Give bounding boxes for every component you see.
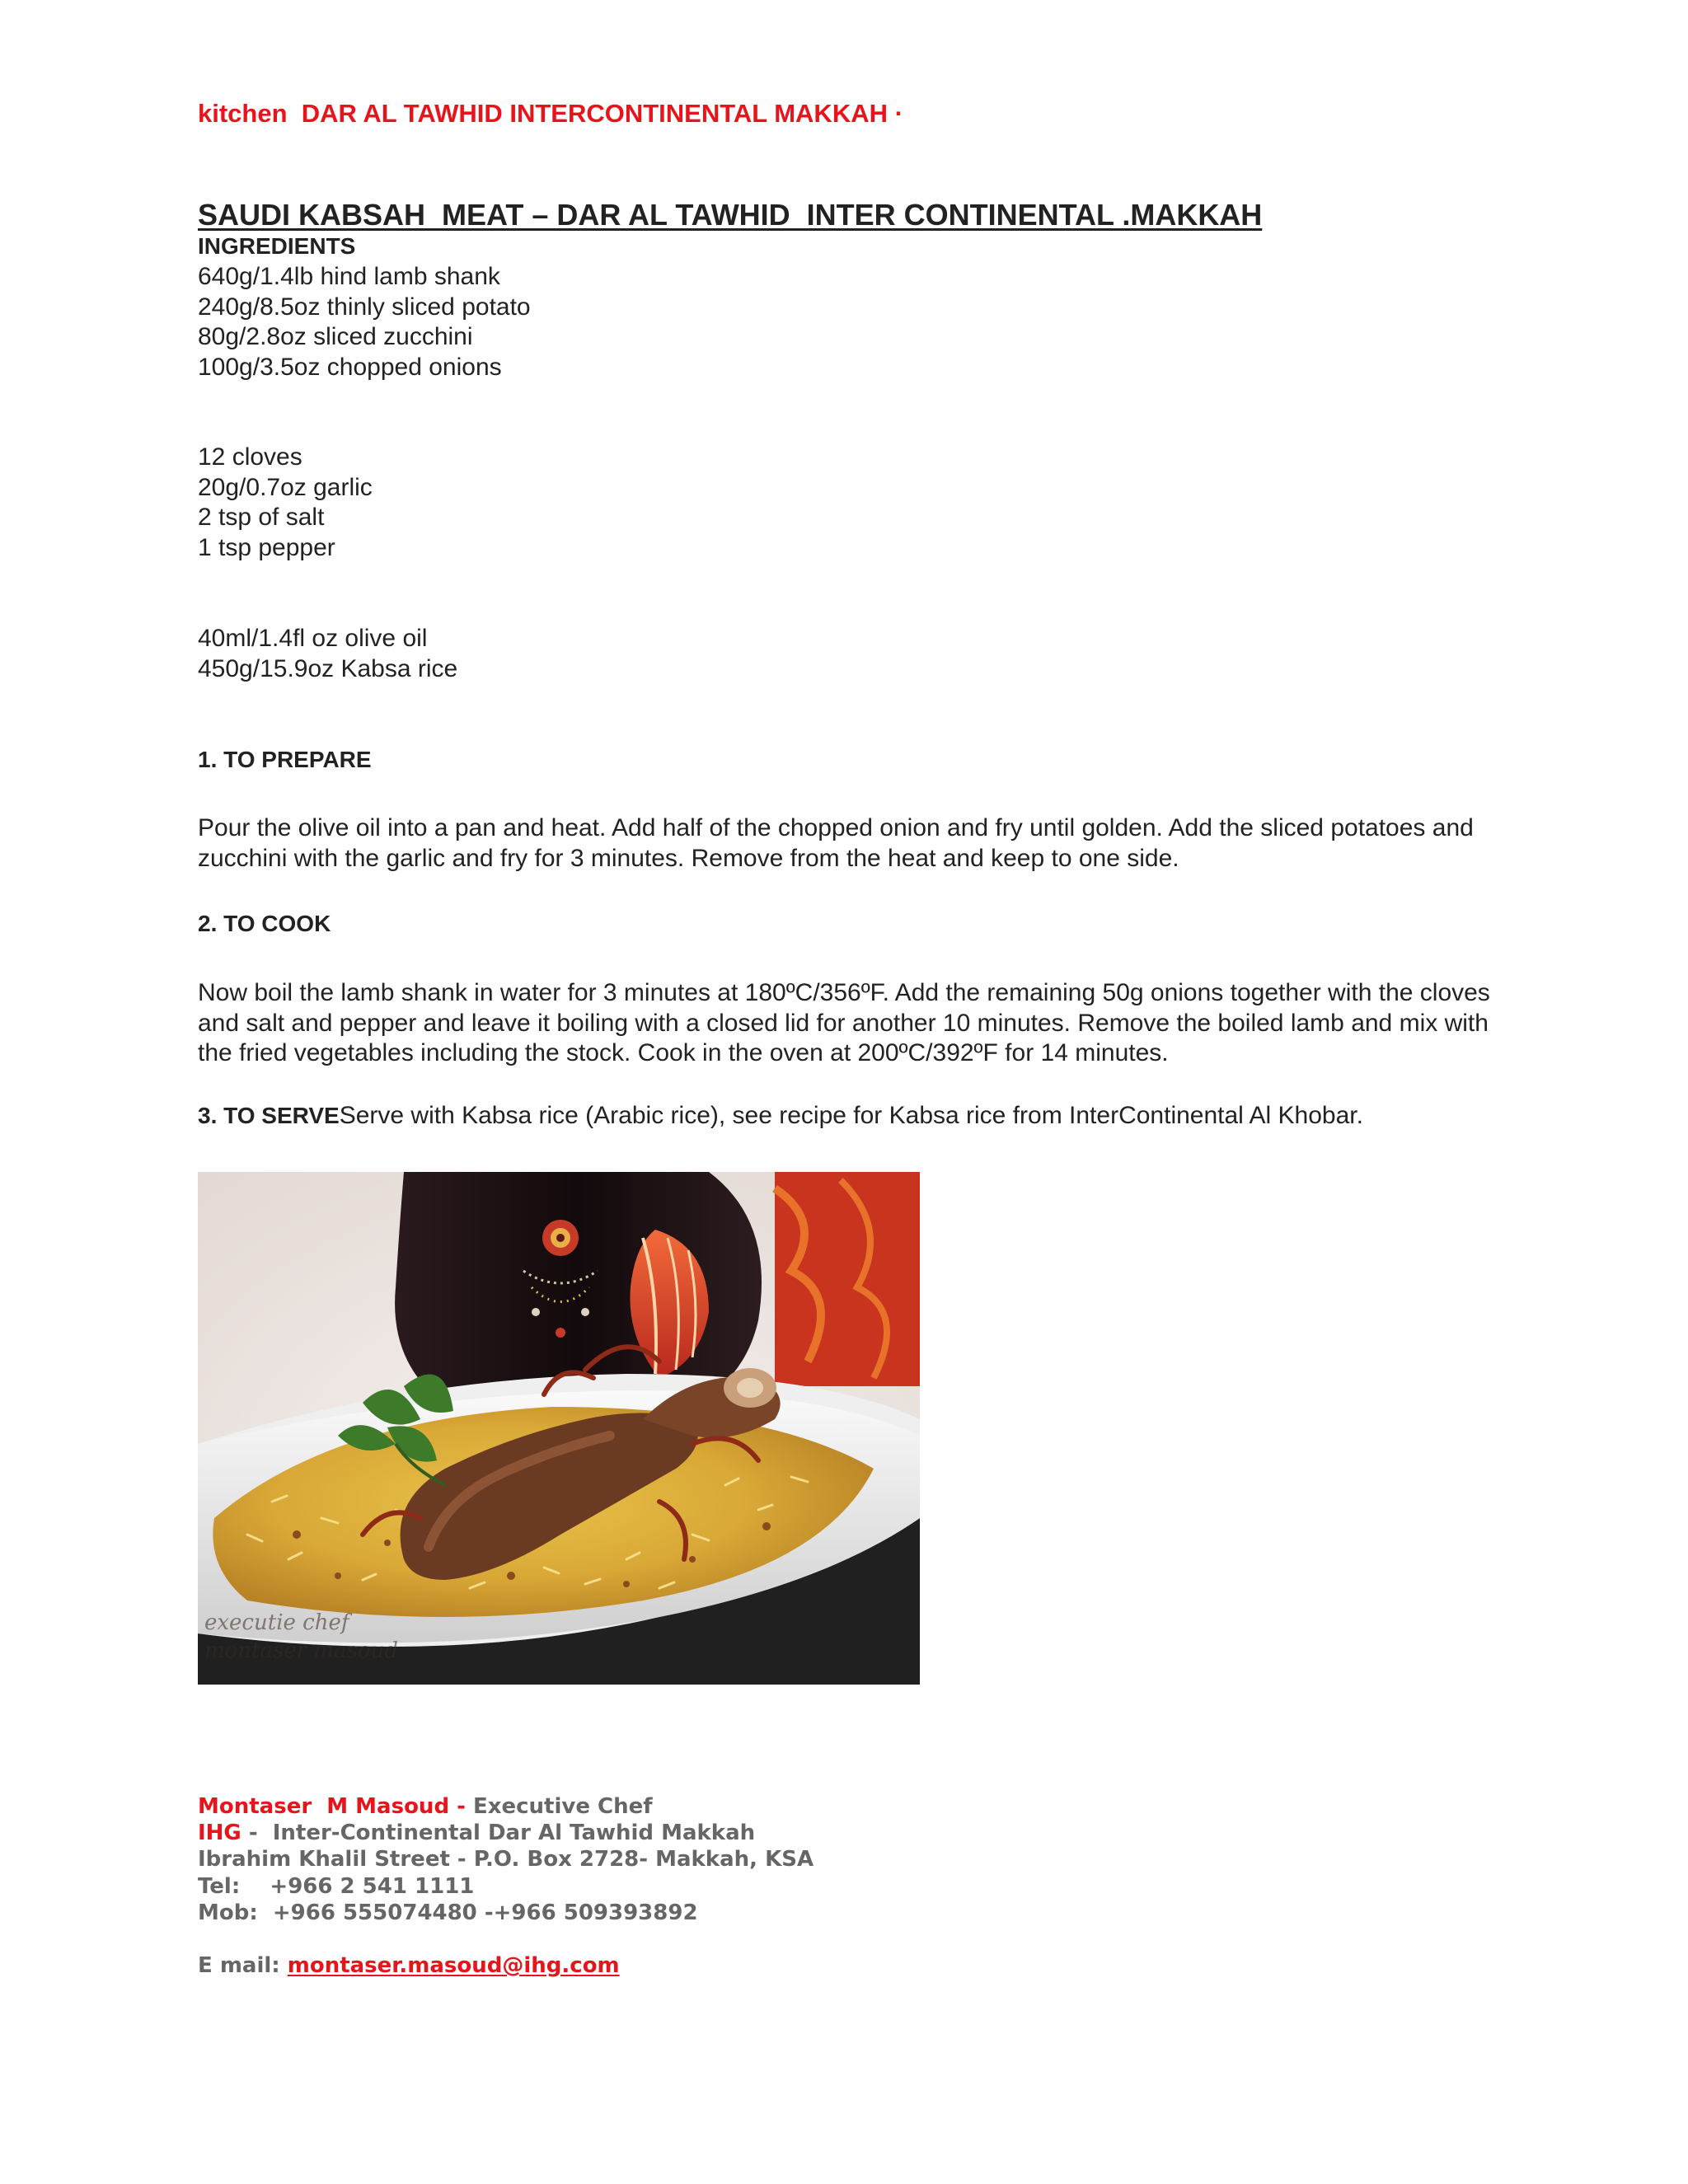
serve-heading: 3. TO SERVE — [198, 1103, 340, 1128]
serve-line — [198, 1102, 1363, 1130]
prepare-heading: 1. TO PREPARE — [198, 747, 372, 772]
mob-row: Mob: +966 555074480 -+966 509393892 — [198, 1900, 698, 1925]
kitchen-header: kitchen DAR AL TAWHID INTERCONTINENTAL MAKKAH · — [198, 99, 903, 128]
tel-row: Tel: +966 2 541 1111 — [198, 1873, 475, 1899]
ingredient-item: 100g/3.5oz chopped onions — [198, 353, 502, 381]
ingredients-heading: INGREDIENTS — [198, 233, 356, 259]
brand-name: IHG — [198, 1821, 241, 1846]
photo-watermark-line: executie chef — [204, 1610, 349, 1635]
recipe-title: SAUDI KABSAH MEAT – DAR AL TAWHID INTER CONTINENTAL .MAKKAH — [198, 198, 1263, 232]
hotel-row — [198, 1820, 814, 1846]
hotel-name: - Inter-Continental Dar Al Tawhid Makkah — [241, 1821, 756, 1846]
cook-heading: 2. TO COOK — [198, 911, 331, 936]
address-row: Ibrahim Khalil Street - P.O. Box 2728- Makkah, KSA — [198, 1847, 814, 1872]
ingredient-item: 2 tsp of salt — [198, 504, 325, 531]
ingredient-item: 450g/15.9oz Kabsa rice — [198, 654, 458, 682]
ingredient-item: 240g/8.5oz thinly sliced potato — [198, 293, 531, 321]
ingredient-item: 12 cloves — [198, 443, 302, 471]
chef-title: Executive Chef — [472, 1794, 653, 1819]
ingredient-item: 640g/1.4lb hind lamb shank — [198, 263, 500, 290]
ingredient-group-oil-rice — [198, 624, 457, 684]
kabsa-dish-illustration — [198, 1172, 920, 1685]
email-row — [198, 1952, 814, 1979]
serve-text: Serve with Kabsa rice (Arabic rice), see recipe for Kabsa rice from InterContinental Al Khobar. — [339, 1102, 1363, 1129]
photo-watermark-line: montaser masoud — [204, 1638, 398, 1663]
ingredient-group-main — [198, 262, 531, 382]
ingredient-item: 20g/0.7oz garlic — [198, 473, 373, 501]
chef-name-row — [198, 1793, 814, 1820]
chef-signature-block — [198, 1793, 814, 1979]
kabsa-dish-photo — [198, 1172, 920, 1685]
cook-paragraph: Now boil the lamb shank in water for 3 minutes at 180ºC/356ºF. Add the remaining 50g onions together with the cloves and salt and pepper and leave it boiling with a closed lid for another 10 minutes. Remove the boiled lamb and mix with the fried vegetables including the stock. Cook in the oven at 200ºC/392ºF for 14 minutes. — [198, 979, 1490, 1066]
email-label: E mail: — [198, 1953, 288, 1979]
chef-name: Montaser M Masoud - — [198, 1794, 473, 1819]
email-link[interactable]: montaser.masoud@ihg.com — [287, 1953, 620, 1979]
ingredient-item: 1 tsp pepper — [198, 533, 335, 561]
ingredient-item: 80g/2.8oz sliced zucchini — [198, 323, 473, 350]
ingredient-group-spices — [198, 443, 373, 563]
ingredient-item: 40ml/1.4fl oz olive oil — [198, 625, 428, 652]
prepare-paragraph: Pour the olive oil into a pan and heat. Add half of the chopped onion and fry until golden. Add the sliced potatoes and zucchini with the garlic and fry for 3 minutes. Remove from the heat and keep to one side. — [198, 814, 1474, 872]
